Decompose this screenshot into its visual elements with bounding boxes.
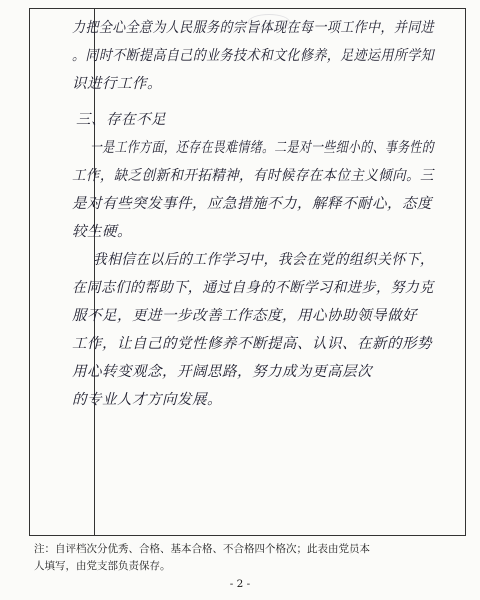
handwritten-line: 力把全心全意为人民服务的宗旨体现在每一项工作中，并同进 [72,20,435,36]
handwritten-line: 。同时不断提高自己的业务技术和文化修养，足迹运用所学知 [72,48,435,64]
handwritten-line: 服不足，更进一步改善工作态度，用心协助领导做好 [72,308,417,324]
handwritten-line: 较生硬。 [72,224,132,240]
handwritten-line: 一是工作方面，还存在畏难情绪。二是对一些细小的、事务性的 [90,140,434,156]
handwritten-line: 识进行工作。 [72,76,162,92]
form-footnote [34,541,466,575]
footnote-line: 人填写，由党支部负责保存。 [34,560,171,572]
handwritten-line: 是对有些突发事件，应急措施不力，解释不耐心，态度 [72,196,432,212]
handwritten-line: 的专业人才方向发展。 [72,392,222,408]
handwritten-content [72,14,434,414]
handwritten-line: 工作，让自己的党性修养不断提高、认识、在新的形势 [72,336,432,352]
section-heading: 三、存在不足 [76,112,166,128]
footnote-line: 注：自评档次分优秀、合格、基本合格、不合格四个格次；此表由党员本 [34,543,370,555]
handwritten-line: 我相信在以后的工作学习中，我会在党的组织关怀下， [92,252,435,268]
page-number: - 2 - [229,578,251,590]
handwritten-line: 用心转变观念，开阔思路，努力成为更高层次 [72,364,372,380]
handwritten-line: 在同志们的帮助下，通过自身的不断学习和进步，努力克 [72,280,434,296]
handwritten-line: 工作，缺乏创新和开拓精神，有时候存在本位主义倾向。三 [72,168,434,184]
